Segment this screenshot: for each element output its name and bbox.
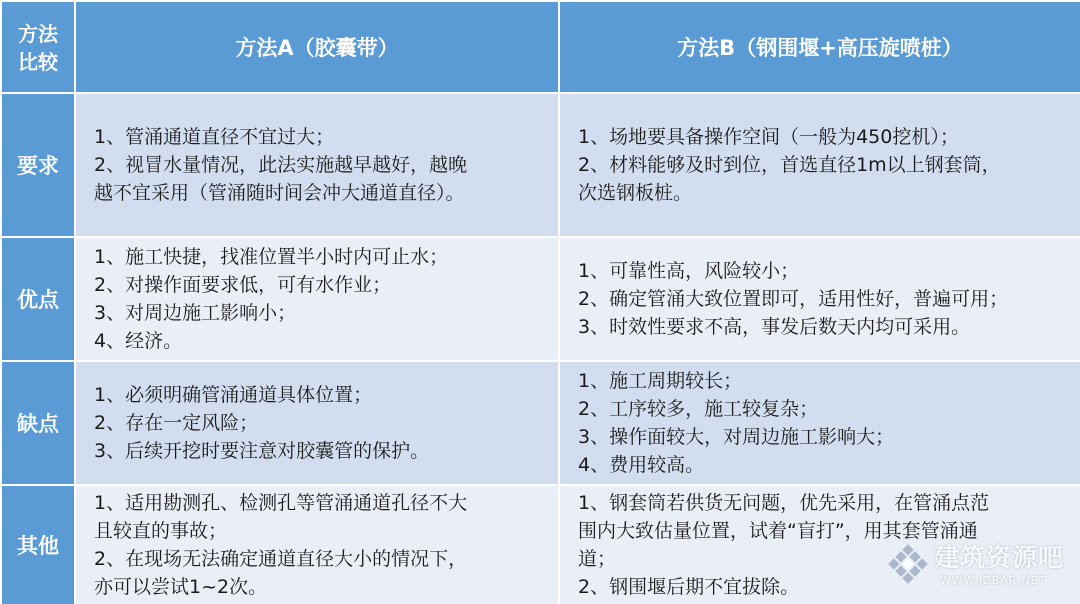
method-a-cell: [75, 361, 559, 485]
method-a-cell: [75, 485, 559, 604]
corner-header: [1, 1, 75, 93]
diamond-grid-logo-icon: [888, 544, 928, 584]
cell-line: 3、后续开挖时要注意对胶囊管的保护。: [94, 440, 430, 462]
cell-line: 2、在现场无法确定通道直径大小的情况下，: [94, 548, 468, 570]
cell-line: 道；: [578, 548, 617, 570]
row-label-disadvantages: 缺点: [1, 361, 75, 485]
method-a-header: 方法A（胶囊带）: [75, 1, 559, 93]
cell-line: 1、施工周期较长；: [578, 370, 743, 392]
row-label-requirements: 要求: [1, 93, 75, 237]
cell-line: 次选钢板桩。: [578, 182, 693, 204]
cell-line: 4、费用较高。: [578, 454, 705, 476]
row-label-other: 其他: [1, 485, 75, 604]
table-row: [1, 237, 1080, 361]
cell-line: 2、工序较多，施工较复杂；: [578, 398, 819, 420]
method-b-cell: [559, 237, 1080, 361]
cell-line: 3、操作面较大，对周边施工影响大；: [578, 426, 895, 448]
cell-line: 2、钢围堰后期不宜拔除。: [578, 576, 800, 598]
cell-line: 1、场地要具备操作空间（一般为450挖机）；: [578, 126, 959, 148]
cell-line: 2、材料能够及时到位，首选直径1m以上钢套筒，: [578, 154, 1001, 176]
cell-line: 2、确定管涌大致位置即可，适用性好，普遍可用；: [578, 288, 1009, 310]
header-row: [1, 1, 1080, 93]
method-b-cell: [559, 361, 1080, 485]
watermark-url: WWW.JZBAR.NET: [940, 574, 1047, 587]
cell-line: 1、适用勘测孔、检测孔等管涌通道孔径不大: [94, 492, 468, 514]
cell-line: 3、对周边施工影响小；: [94, 302, 297, 324]
method-b-header: 方法B（钢围堰+高压旋喷桩）: [559, 1, 1080, 93]
table-row: [1, 361, 1080, 485]
watermark-title: 建筑资源吧: [934, 543, 1065, 572]
cell-line: 且较直的事故；: [94, 520, 228, 542]
cell-line: 1、必须明确管涌通道具体位置；: [94, 384, 373, 406]
method-a-cell: [75, 237, 559, 361]
row-label-advantages: 优点: [1, 237, 75, 361]
method-a-cell: [75, 93, 559, 237]
corner-line1: 方法: [18, 22, 58, 46]
method-b-cell: [559, 93, 1080, 237]
corner-line2: 比较: [18, 50, 58, 74]
cell-line: 1、可靠性高，风险较小；: [578, 260, 800, 282]
cell-line: 2、视冒水量情况，此法实施越早越好，越晚: [94, 154, 468, 176]
watermark: [888, 534, 1066, 598]
cell-line: 2、存在一定风险；: [94, 412, 259, 434]
table-row: [1, 93, 1080, 237]
cell-line: 1、施工快捷，找准位置半小时内可止水；: [94, 246, 449, 268]
cell-line: 亦可以尝试1~2次。: [94, 576, 268, 598]
cell-line: 1、钢套筒若供货无问题，优先采用，在管涌点范: [578, 492, 990, 514]
cell-line: 3、时效性要求不高，事发后数天内均可采用。: [578, 316, 971, 338]
cell-line: 围内大致估量位置，试着“盲打”，用其套管涌通: [578, 520, 978, 542]
cell-line: 越不宜采用（管涌随时间会冲大通道直径）。: [94, 182, 465, 204]
cell-line: 2、对操作面要求低，可有水作业；: [94, 274, 392, 296]
cell-line: 1、管涌通道直径不宜过大；: [94, 126, 335, 148]
cell-line: 4、经济。: [94, 330, 183, 352]
